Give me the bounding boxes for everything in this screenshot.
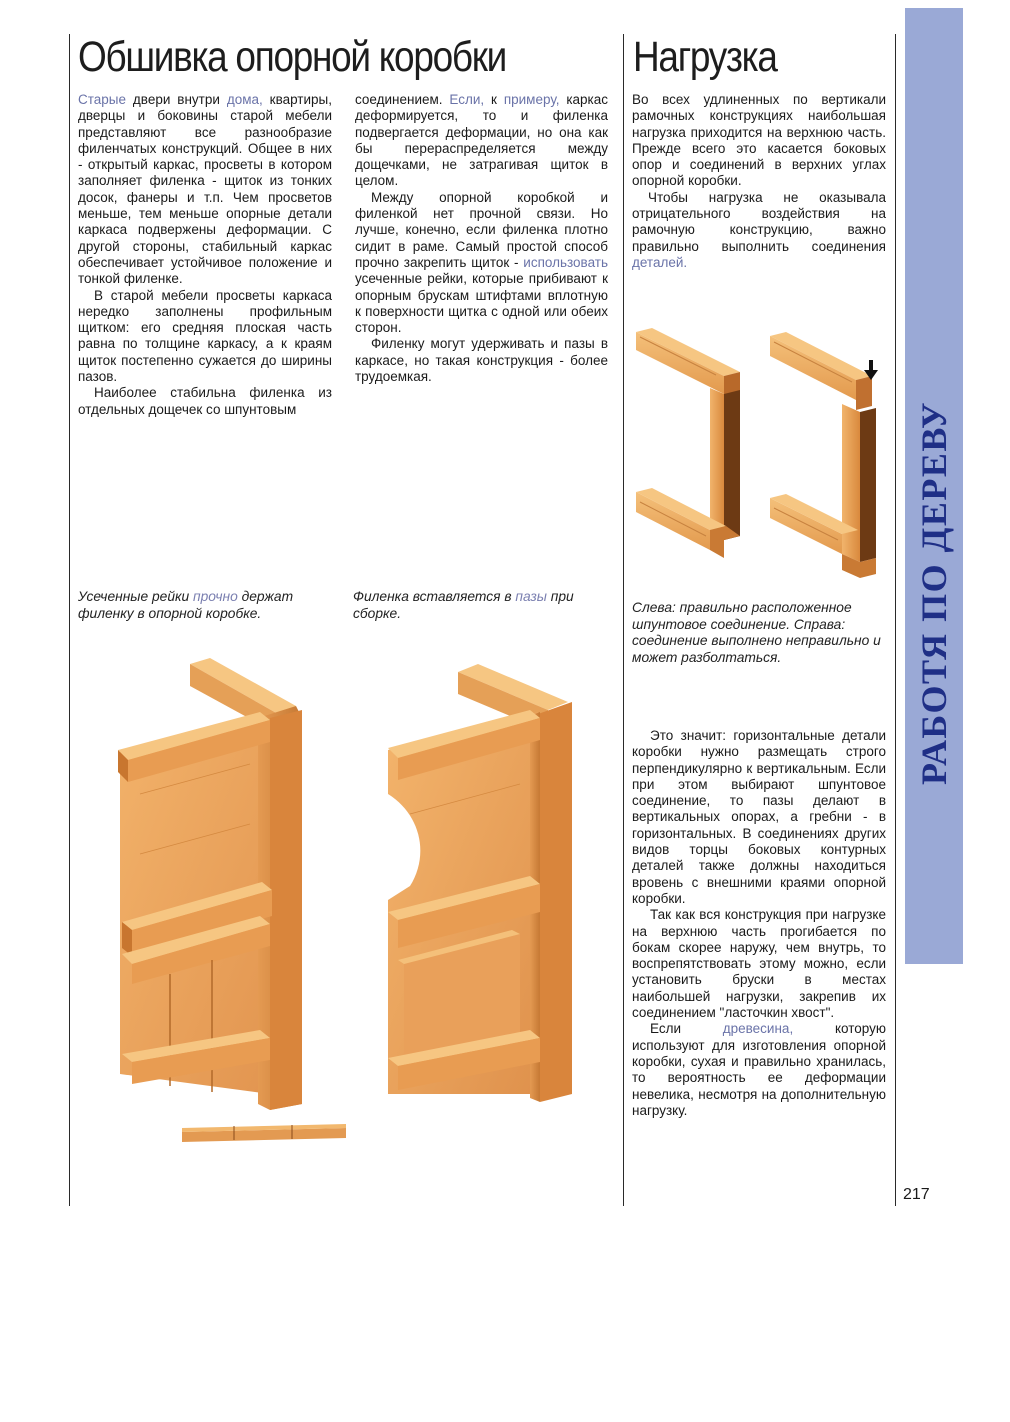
frame-joints-illustration <box>628 322 890 584</box>
column-rule-right <box>895 34 896 1206</box>
paragraph: Между опорной коробкой и филенкой нет прочной связи. Но лучше, конечно, если филенка плотно сидит в раме. Самый простой способ прочно закрепить щиток - использовать усеченные рейки, которые прибивают к опорным брускам штифтами вплотную к поверхности щитка с одной или обеих сторон. <box>355 189 608 336</box>
section-title-left: Обшивка опорной коробки <box>78 33 507 81</box>
incorrect-joint-figure <box>770 332 878 578</box>
text-column-4 <box>632 728 886 1119</box>
figure-caption-2: Филенка вставляется в пазы при сборке. <box>353 589 574 621</box>
sidebar-label: РАБОТЯ ПО ДЕРЕВУ <box>914 401 954 785</box>
figure-caption-1: Усеченные рейки прочно держат филенку в опорной коробке. <box>78 589 294 621</box>
figure-caption-3: Слева: правильно расположенное шпунтовое соединение. Справа: соединение выполнено неправильно и может разболтаться. <box>632 600 881 665</box>
column-rule-middle <box>623 34 624 1206</box>
section-title-right: Нагрузка <box>633 33 777 81</box>
paragraph: соединением. Если, к примеру, каркас деформируется, то и филенка подвергается деформации, но она как бы перераспределяется между дощечками, не затрагивая щиток в целом. <box>355 92 609 189</box>
paragraph: В старой мебели просветы каркаса нередко заполнены профильным щитком: его средняя плоская часть равна по толщине каркасу, а к краям щиток постепенно сужается до ширины пазов. <box>78 287 332 385</box>
page-number: 217 <box>903 1186 930 1203</box>
paragraph: Чтобы нагрузка не оказывала отрицательного воздействия на рамочную конструкцию, важно правильно выполнить соединения деталей. <box>632 189 886 270</box>
paragraph: Филенку могут удерживать и пазы в каркасе, но такая конструкция - более трудоемкая. <box>355 336 608 385</box>
paragraph: Если древесина, которую используют для изготовления опорной коробки, сухая и правильно хранилась, то вероятность ее деформации невелика, несмотря на дополнительную нагрузку. <box>632 1021 886 1118</box>
paragraph: Так как вся конструкция при нагрузке на верхнюю часть прогибается по бокам скорее наружу, чем внутрь, то воспрепятствовать этому можно, если установить бруски в местах наибольшей нагрузки, закрепив их соединением "ласточкин хвост". <box>632 907 886 1021</box>
column-rule-left <box>69 34 70 1206</box>
paragraph: Наиболее стабильна филенка из отдельных дощечек со шпунтовым <box>78 385 332 417</box>
text-column-2 <box>355 92 608 385</box>
correct-joint-figure <box>636 328 740 558</box>
cabinet-slats-illustration <box>110 654 355 1144</box>
text-column-1 <box>78 92 332 418</box>
paragraph: Во всех удлиненных по вертикали рамочных конструкциях наибольшая нагрузка приходится на верхнюю часть. Прежде всего это касается боковых опор и соединений в верхних углах опорной коробки. <box>632 92 886 189</box>
paragraph: Старые двери внутри дома, квартиры, дверцы и боковины старой мебели представляют все разнообразие филенчатых конструкций. Общее в них - открытый каркас, просветы в котором заполняет филенка - щиток из тонких досок, фанеры и т.п. Чем просветов меньше, тем меньше опорные детали каркаса подвержены деформации. С другой стороны, стабильный каркас обеспечивает устойчивое положение и тонкой филенке. <box>78 92 332 287</box>
paragraph: Это значит: горизонтальные детали коробки нужно размещать строго перпендикулярно к вертикальным. Если при этом выбирают шпунтовое соединение, то пазы делают в вертикальных опорах, а гребни - в горизонтальных. В соединениях других видов торцы боковых контурных деталей также должны находиться вровень с внешними краями опорной коробки. <box>632 728 886 906</box>
text-column-3 <box>632 92 886 271</box>
cabinet-grooves-illustration <box>380 654 580 1124</box>
